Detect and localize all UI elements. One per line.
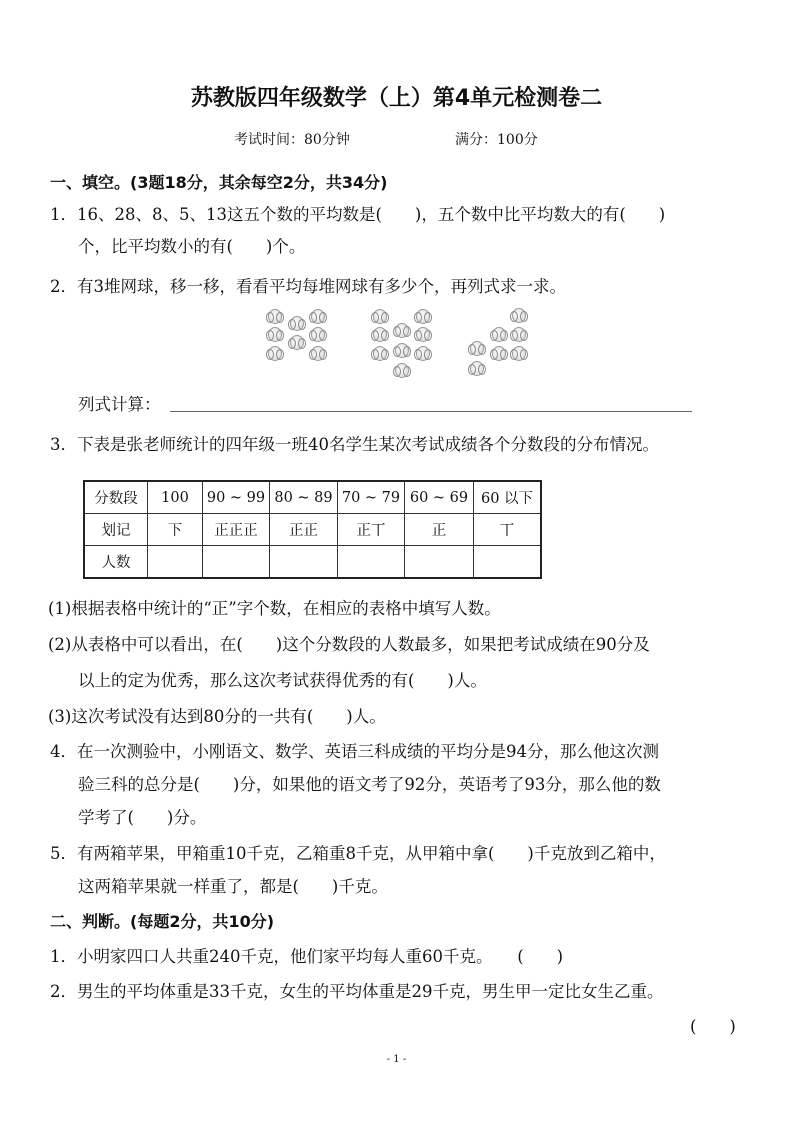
tennis-ball-icon <box>492 327 506 342</box>
table-row <box>84 546 541 579</box>
section2-heading: 二、判断。(每题2分，共10分) <box>50 912 275 931</box>
tally-cell: 正正正 <box>203 514 270 546</box>
q2-calc-label: 列式计算： <box>78 395 161 414</box>
section1-heading: 一、填空。(3题18分，其余每空2分，共34分) <box>50 173 388 192</box>
tennis-ball-icon <box>268 309 282 324</box>
tennis-ball-icon <box>512 346 526 361</box>
q3-part2-cont: 以上的定为优秀，那么这次考试获得优秀的有( )人。 <box>78 671 487 690</box>
tennis-ball-icon <box>373 346 387 361</box>
table-cell: 90 ~ 99 <box>203 481 270 514</box>
tennis-ball-icon <box>373 327 387 342</box>
tennis-ball-icon <box>395 323 409 338</box>
tennis-ball-icon <box>290 316 304 331</box>
tennis-ball-icon <box>268 346 282 361</box>
q3-part3: (3)这次考试没有达到80分的一共有( )人。 <box>48 707 386 726</box>
tennis-ball-icon <box>268 327 282 342</box>
judge-q2: 2．男生的平均体重是33千克，女生的平均体重是29千克，男生甲一定比女生乙重。 <box>50 982 664 1001</box>
tally-cell: 正正 <box>270 514 338 546</box>
tally-cell: 正丅 <box>338 514 405 546</box>
q4-line1: 4．在一次测验中，小刚语文、数学、英语三科成绩的平均分是94分，那么他这次测 <box>50 742 659 761</box>
q3-text: 3．下表是张老师统计的四年级一班40名学生某次考试成绩各个分数段的分布情况。 <box>50 435 659 454</box>
tennis-ball-icon <box>492 346 506 361</box>
count-input-cell[interactable] <box>148 546 203 579</box>
tennis-ball-icon <box>470 341 484 356</box>
table-cell: 60 以下 <box>474 481 542 514</box>
q1-line1: 1．16、28、8、5、13这五个数的平均数是( )，五个数中比平均数大的有( ) <box>50 205 666 224</box>
count-input-cell[interactable] <box>270 546 338 579</box>
tennis-ball-icon <box>395 363 409 378</box>
q4-line3: 学考了( )分。 <box>78 808 207 827</box>
tennis-ball-icon <box>373 309 387 324</box>
table-cell: 100 <box>148 481 203 514</box>
exam-time: 考试时间：80分钟 <box>234 132 350 148</box>
tennis-ball-icon <box>311 346 325 361</box>
count-input-cell[interactable] <box>474 546 542 579</box>
tennis-ball-icon <box>416 309 430 324</box>
tally-cell: 下 <box>148 514 203 546</box>
count-input-cell[interactable] <box>405 546 474 579</box>
page-number: - 1 - <box>386 1054 407 1065</box>
judge-q1: 1．小明家四口人共重240千克，他们家平均每人重60千克。 ( ) <box>50 947 564 966</box>
q5-line1: 5．有两箱苹果，甲箱重10千克，乙箱重8千克，从甲箱中拿( )千克放到乙箱中， <box>50 844 666 863</box>
tennis-ball-icon <box>416 327 430 342</box>
tennis-ball-icon <box>311 309 325 324</box>
q3-part1: (1)根据表格中统计的“正”字个数，在相应的表格中填写人数。 <box>48 599 501 618</box>
tennis-ball-icon <box>512 308 526 323</box>
q5-line2: 这两箱苹果就一样重了，都是( )千克。 <box>78 877 388 896</box>
table-cell: 划记 <box>84 514 148 546</box>
tennis-ball-icon <box>311 327 325 342</box>
tennis-ball-icon <box>416 346 430 361</box>
q4-line2: 验三科的总分是( )分，如果他的语文考了92分，英语考了93分，那么他的数 <box>78 775 661 794</box>
judge-q2-answer[interactable]: ( ) <box>690 1017 736 1036</box>
table-cell: 80 ~ 89 <box>270 481 338 514</box>
table-cell: 分数段 <box>84 481 148 514</box>
count-input-cell[interactable] <box>338 546 405 579</box>
tennis-ball-icon <box>470 361 484 376</box>
tennis-ball-icon <box>395 343 409 358</box>
tennis-ball-icon <box>512 327 526 342</box>
tennis-ball-icon <box>290 335 304 350</box>
table-row <box>84 481 541 514</box>
full-score: 满分：100分 <box>455 132 538 148</box>
count-input-cell[interactable] <box>203 546 270 579</box>
tally-cell: 丅 <box>474 514 542 546</box>
q3-part2: (2)从表格中可以看出，在( )这个分数段的人数最多，如果把考试成绩在90分及 <box>48 635 650 654</box>
table-cell: 人数 <box>84 546 148 579</box>
tally-cell: 正 <box>405 514 474 546</box>
page-title: 苏教版四年级数学（上）第4单元检测卷二 <box>190 86 603 111</box>
table-cell: 70 ~ 79 <box>338 481 405 514</box>
q1-line2: 个，比平均数小的有( )个。 <box>78 237 306 256</box>
score-table <box>83 480 542 579</box>
table-cell: 60 ~ 69 <box>405 481 474 514</box>
q2-text: 2．有3堆网球，移一移，看看平均每堆网球有多少个，再列式求一求。 <box>50 277 566 296</box>
q2-answer-line[interactable] <box>170 411 692 412</box>
table-row <box>84 514 541 546</box>
